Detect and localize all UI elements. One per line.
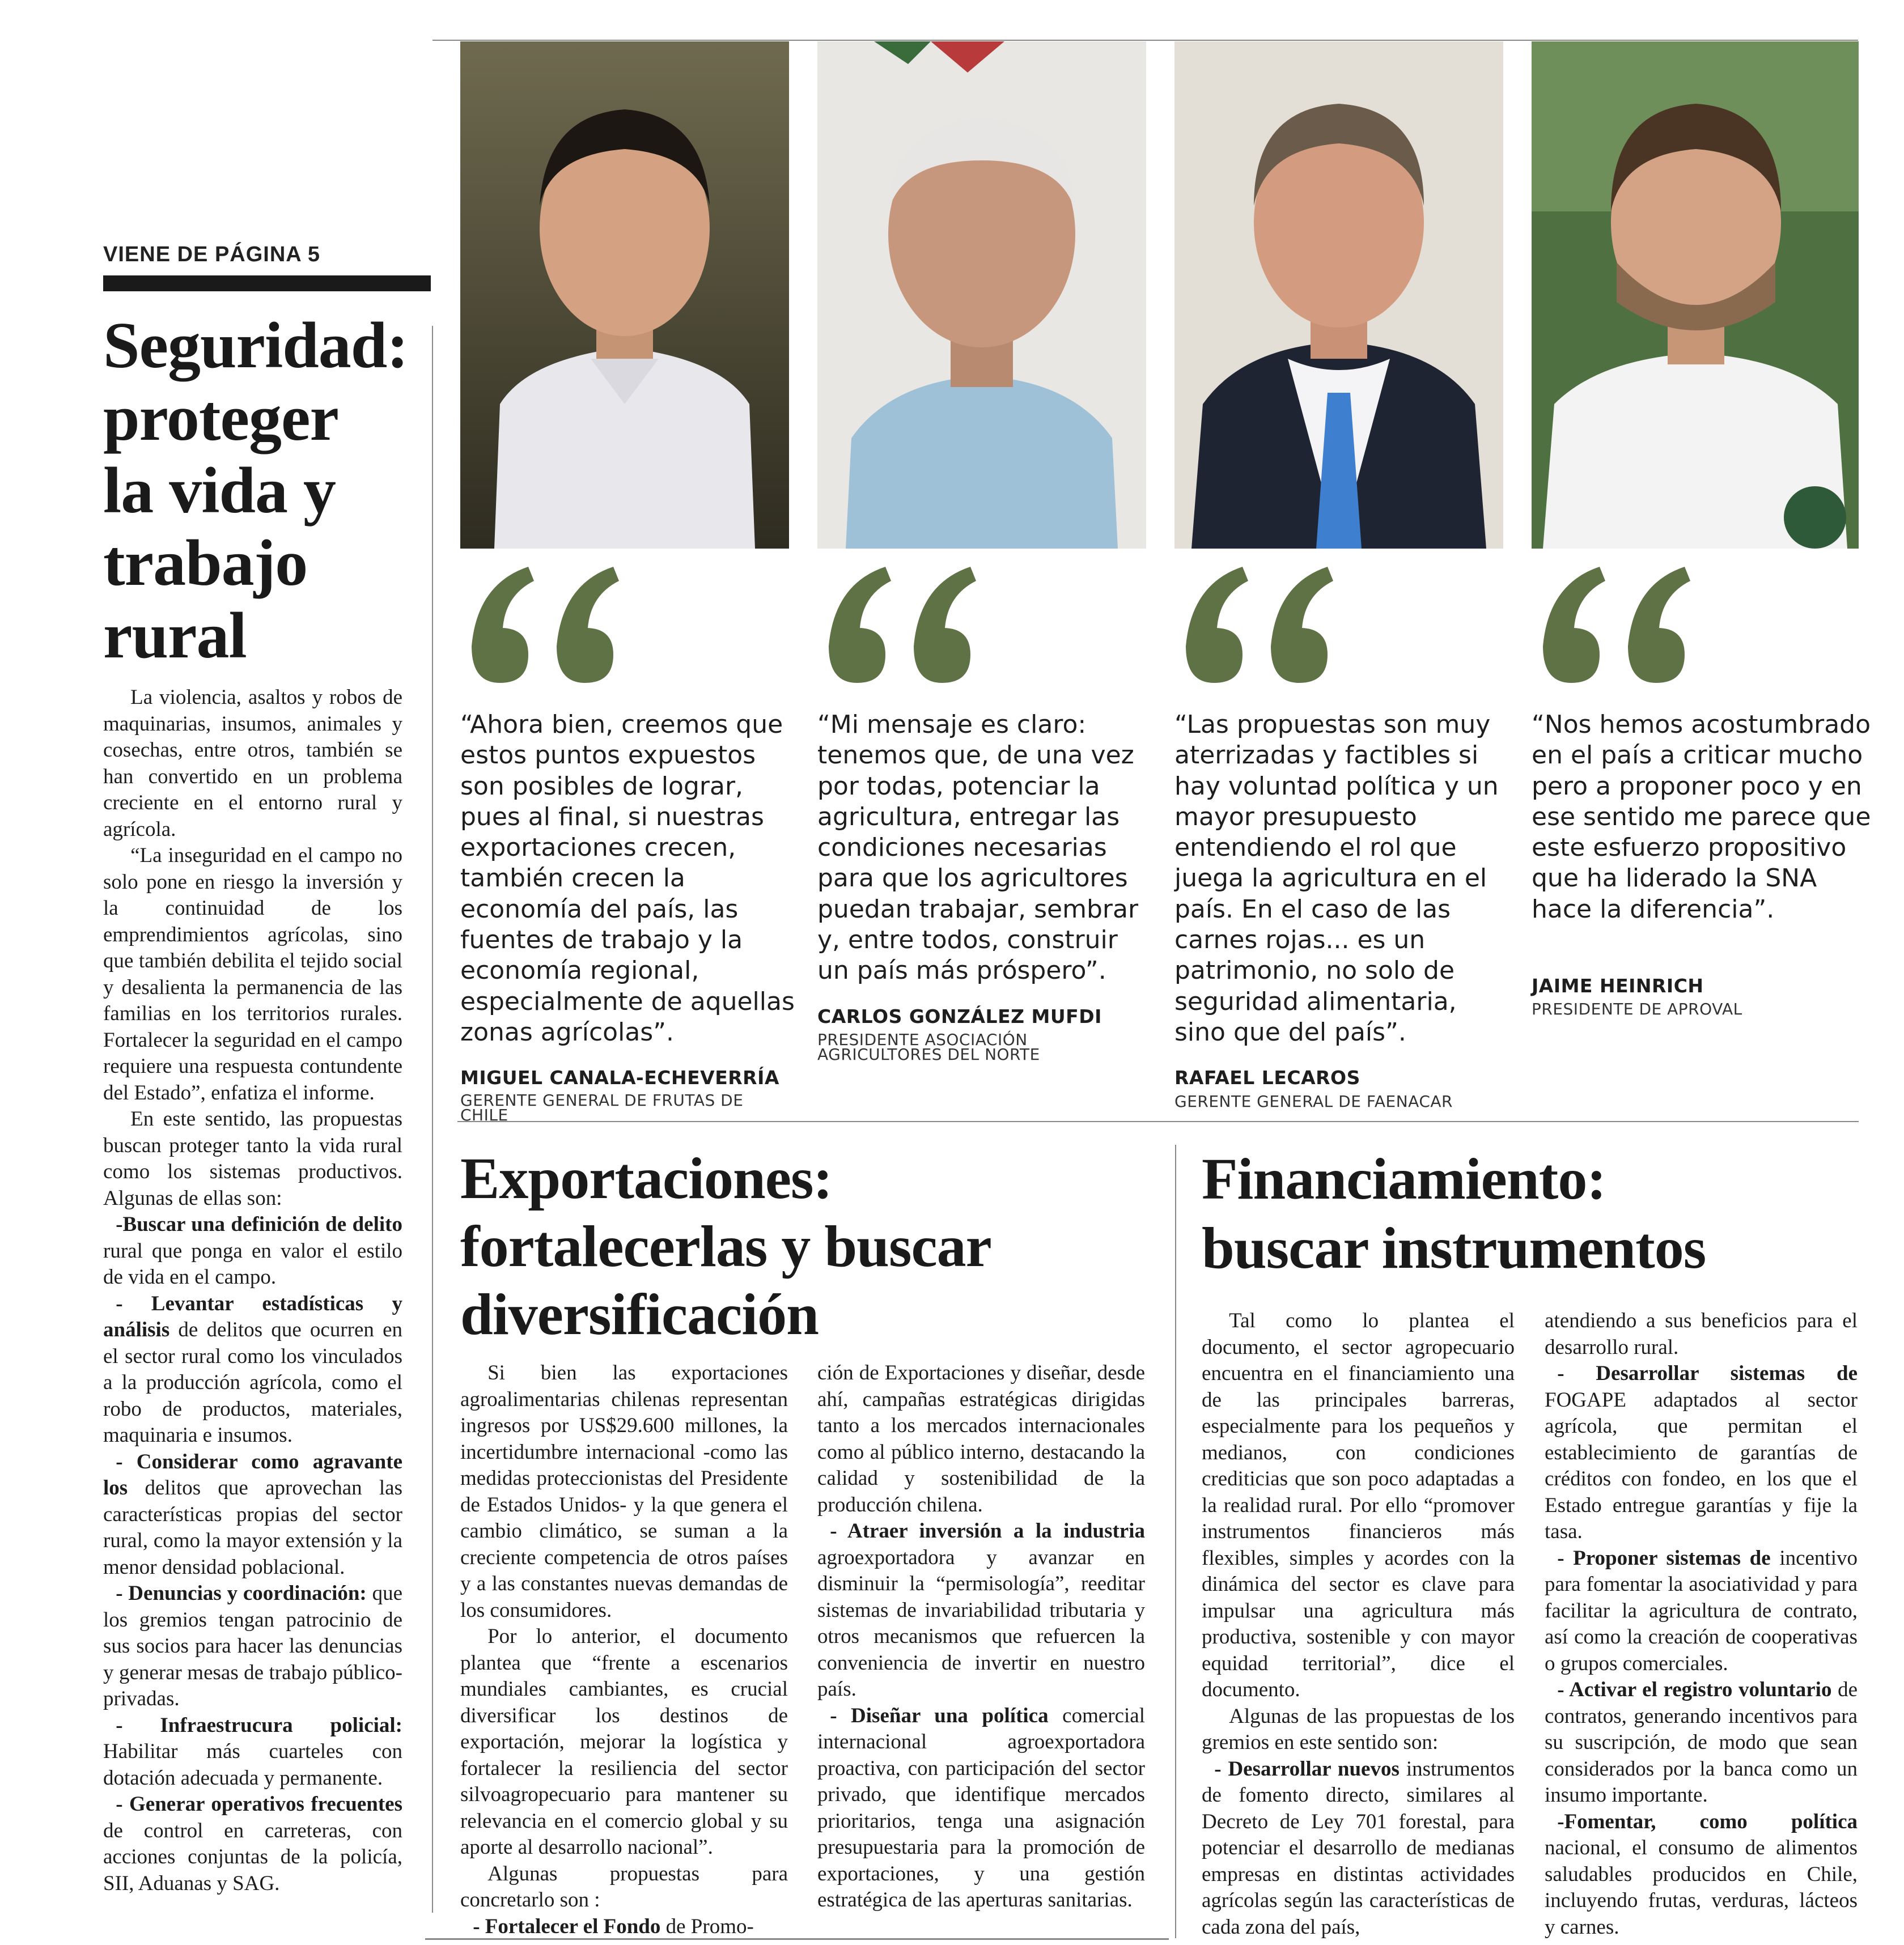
paragraph-text: ción de Exportaciones y diseñar, desde ahí, campañas estratégicas dirigidas tanto a los mercados internacionales como al público interno, destacando la calidad y sostenibilidad de la producción chilena. <box>817 1361 1145 1517</box>
quote-role-carlos: PRESIDENTE ASOCIACIÓN AGRICULTORES DEL NORTE <box>817 1030 1040 1064</box>
paragraph-text: Algunas de las propuestas de los gremios en este sentido son: <box>1202 1704 1515 1754</box>
quote-role-jaime: PRESIDENTE DE APROVAL <box>1532 1000 1742 1018</box>
paragraph-text: Si bien las exportaciones agroalimentarias chilenas representan ingresos por US$29.600 millones, la incertidumbre internacional -como las medidas proteccionistas del Presidente de Estados Unidos- y la que genera el cambio climático, se suman a la creciente competencia de otros países y a las constantes nuevas demandas de los consumidores. <box>460 1361 788 1622</box>
quote-name-carlos: CARLOS GONZÁLEZ MUFDI <box>817 1005 1102 1027</box>
quote-mark-icon <box>817 561 976 686</box>
left-headline-line: proteger <box>103 382 338 455</box>
quote-text-jaime: “Nos hemos acostumbrado en el país a criticar mucho pero a proponer poco y en ese sentido me parece que este esfuerzo propositivo que ha liderado la SNA hace la diferencia”. <box>1532 710 1871 924</box>
paragraph-text: FOGAPE adaptados al sector agrícola, que permitan el establecimiento de garantías de créditos con fondeo, en los que el Estado entregue garantías y fije la tasa. <box>1545 1388 1858 1543</box>
quote-role-rafael: GERENTE GENERAL DE FAENACAR <box>1174 1092 1453 1111</box>
proposal-lead: - Desarrollar sistemas de <box>1557 1362 1858 1385</box>
proposal-lead: - Atraer inversión a la industria <box>830 1519 1145 1543</box>
body-paragraph <box>1202 1308 1515 1704</box>
export-headline-line: fortalecerlas y buscar <box>460 1214 991 1279</box>
finance-headline-line: buscar instrumentos <box>1202 1216 1706 1281</box>
body-paragraph <box>103 1106 402 1212</box>
quote-role-miguel: GERENTE GENERAL DE FRUTAS DE CHILE <box>460 1091 744 1124</box>
proposal-item <box>1202 1756 1515 1941</box>
proposal-item <box>103 1212 402 1291</box>
paragraph-text: nacional, el consumo de alimentos saludables producidos en Chile, incluyendo frutas, verduras, lácteos y carnes. <box>1545 1836 1858 1939</box>
paragraph-text: instrumentos de fomento directo, similares al Decreto de Ley 701 forestal, para potenciar el desarrollo de medianas empresas en distintas actividades agrícolas según las características de cada zona del país, <box>1202 1757 1515 1939</box>
kicker-bar <box>103 275 431 291</box>
quote-mark-icon <box>460 561 619 686</box>
left-headline-line: la vida y <box>103 455 336 527</box>
proposal-item <box>1545 1545 1858 1678</box>
body-paragraph <box>103 843 402 1106</box>
body-paragraph <box>103 685 402 843</box>
quote-text-carlos: “Mi mensaje es claro: tenemos que, de una vez por todas, potenciar la agricultura, entregar las condiciones necesarias para que los agricultores puedan trabajar, sembrar y, entre todos, construir un país más próspero”. <box>817 710 1139 986</box>
portrait-image <box>1532 41 1859 549</box>
paragraph-text: Tal como lo plantea el documento, el sector agropecuario encuentra en el financiamiento una de las principales barreras, especialmente para los pequeños y medianos, con condiciones crediticias que son poco adaptadas a la realidad rural. Por ello “promover instrumentos financieros más flexibles, simples y acordes con la dinámica del sector es clave para impulsar una agricultura más productiva, sostenible y con mayor equidad territorial”, dice el documento. <box>1202 1309 1515 1701</box>
paragraph-text: rural que ponga en valor el estilo de vida en el campo. <box>103 1239 402 1289</box>
paragraph-text: incentivo para fomentar la asociatividad y para facilitar la agricultura de contrato, así como la creación de cooperativas o grupos comerciales. <box>1545 1546 1858 1675</box>
finance-headline-line: Financiamiento: <box>1202 1146 1606 1212</box>
paragraph-text: comercial internacional agroexportadora proactiva, con participación del sector privado, que identifique mercados prioritarios, tenga una asignación presupuestaria para la promoción de exportaciones, y una gestión estratégica de las aperturas sanitarias. <box>817 1704 1145 1912</box>
photo-carlos-gonzalez-mufdi <box>817 41 1146 549</box>
paragraph-text: de control en carreteras, con acciones conjuntas de la policía, SII, Aduanas y SAG. <box>103 1819 402 1895</box>
proposal-item <box>817 1703 1145 1914</box>
paragraph-text: agroexportadora y avanzar en disminuir la “permisología”, reeditar sistemas de invariabilidad tributaria y otros mecanismos que refuercen la conveniencia de invertir en nuestro país. <box>817 1545 1145 1701</box>
paragraph-text: Habilitar más cuarteles con dotación adecuada y permanente. <box>103 1740 402 1790</box>
export-headline <box>460 1145 1163 1349</box>
paragraph-text: de delitos que ocurren en el sector rural como los vinculados a la producción agrícola, como el robo de productos, materiales, maquinaria e insumos. <box>103 1318 402 1447</box>
paragraph-text: “La inseguridad en el campo no solo pone en riesgo la inversión y la continuidad de los emprendimientos agrícolas, sino que también debilita el tejido social y desalienta la permanencia de las familias en los territorios rurales. Fortalecer la seguridad en el campo requiere una respuesta contundente del Estado”, enfatiza el informe. <box>103 844 402 1105</box>
left-column-divider <box>432 326 433 1913</box>
paragraph-text: En este sentido, las propuestas buscan proteger tanto la vida rural como los sistemas productivos. Algunas de ellas son: <box>103 1107 402 1210</box>
proposal-item <box>817 1518 1145 1703</box>
proposal-item <box>460 1914 788 1940</box>
proposal-lead: - Desarrollar nuevos <box>1214 1757 1400 1781</box>
left-headline-line: Seguridad: <box>103 309 408 382</box>
portrait-image <box>460 41 789 549</box>
proposal-lead: - Diseñar una política <box>830 1704 1049 1727</box>
proposal-lead: - Activar el registro voluntario <box>1557 1678 1832 1701</box>
body-paragraph <box>1545 1308 1858 1361</box>
paragraph-text: Algunas propuestas para concretarlo son : <box>460 1862 788 1912</box>
quote-text-miguel: “Ahora bien, creemos que estos puntos expuestos son posibles de lograr, pues al final, si nuestras exportaciones crecen, también crecen la economía del país, las fuentes de trabajo y la economía regional, especialmente de aquellas zonas agrícolas”. <box>460 710 795 1047</box>
proposal-item <box>103 1791 402 1897</box>
proposal-item <box>103 1581 402 1713</box>
body-paragraph <box>460 1624 788 1861</box>
left-article-body <box>103 685 402 1897</box>
quote-name-jaime: JAIME HEINRICH <box>1532 975 1704 997</box>
paragraph-text: de contratos, generando incentivos para su suscripción, de modo que sean considerados por la banca como un insumo importante. <box>1545 1678 1858 1807</box>
photo-miguel-canala-echeverria <box>460 41 789 549</box>
body-paragraph <box>817 1360 1145 1518</box>
proposal-lead: - Considerar como agravante los <box>103 1450 402 1500</box>
photo-rafael-lecaros <box>1174 41 1503 549</box>
center-article-divider <box>1175 1145 1176 1938</box>
portrait-image <box>1174 41 1503 549</box>
quote-mark-icon <box>1174 561 1333 686</box>
proposal-lead: -Buscar una definición de delito <box>116 1213 402 1236</box>
left-headline <box>103 309 421 672</box>
export-headline-line: diversificación <box>460 1282 819 1347</box>
proposal-item <box>103 1713 402 1792</box>
proposal-item <box>103 1449 402 1581</box>
quote-name-rafael: RAFAEL LECAROS <box>1174 1067 1360 1089</box>
body-paragraph <box>460 1360 788 1624</box>
paragraph-text: de Promo- <box>660 1914 754 1938</box>
finance-body-col2 <box>1545 1308 1858 1940</box>
proposal-item <box>1545 1809 1858 1941</box>
left-headline-line: rural <box>103 600 247 672</box>
body-paragraph <box>460 1861 788 1914</box>
portrait-image <box>817 41 1146 549</box>
proposal-lead: -Fomentar, como política <box>1557 1810 1858 1833</box>
finance-headline <box>1202 1145 1871 1283</box>
kicker-label: VIENE DE PÁGINA 5 <box>103 243 321 266</box>
export-headline-line: Exportaciones: <box>460 1146 833 1211</box>
proposal-item <box>103 1291 402 1449</box>
paragraph-text: Por lo anterior, el documento plantea que “frente a escenarios mundiales cambiantes, es crucial diversificar los destinos de exportación, mejorar la logística y fortalecer la resiliencia del sector silvoagropecuario para mantener su relevancia en el comercio global y su aporte al desarrollo nacional”. <box>460 1625 788 1859</box>
export-body-col2 <box>817 1360 1145 1914</box>
proposal-item <box>1545 1677 1858 1809</box>
body-paragraph <box>1202 1704 1515 1756</box>
proposal-lead: - Fortalecer el Fondo <box>473 1914 661 1938</box>
quote-name-miguel: MIGUEL CANALA-ECHEVERRÍA <box>460 1067 779 1089</box>
paragraph-text: que los gremios tengan patrocinio de sus socios para hacer las denuncias y generar mesas de trabajo público-privadas. <box>103 1582 402 1710</box>
paragraph-text: delitos que aprovechan las características propias del sector rural, como la mayor extensión y la menor densidad poblacional. <box>103 1476 402 1579</box>
paragraph-text: atendiendo a sus beneficios para el desarrollo rural. <box>1545 1309 1858 1359</box>
export-body-col1 <box>460 1360 788 1940</box>
quote-text-rafael: “Las propuestas son muy aterrizadas y factibles si hay voluntad política y un mayor presupuesto entendiendo el rol que juega la agricultura en el país. En el caso de las carnes rojas... es un patrimonio, no solo de seguridad alimentaria, sino que del país”. <box>1174 710 1499 1047</box>
photo-jaime-heinrich <box>1532 41 1859 549</box>
proposal-lead: - Denuncias y coordinación: <box>116 1582 367 1605</box>
paragraph-text: La violencia, asaltos y robos de maquinarias, insumos, animales y cosechas, entre otros, también se han convertido en un problema creciente en el entorno rural y agrícola. <box>103 686 402 841</box>
quote-mark-icon <box>1532 561 1690 686</box>
left-headline-line: trabajo <box>103 527 308 600</box>
proposal-lead: - Generar operativos frecuentes <box>116 1793 402 1816</box>
proposal-lead: - Levantar estadísticas y análisis <box>103 1292 402 1341</box>
proposal-lead: - Proponer sistemas de <box>1557 1546 1771 1570</box>
top-rule <box>432 40 1858 41</box>
finance-body-col1 <box>1202 1308 1515 1940</box>
proposal-lead: - Infraestrucura policial: <box>116 1713 402 1737</box>
proposal-item <box>1545 1361 1858 1545</box>
